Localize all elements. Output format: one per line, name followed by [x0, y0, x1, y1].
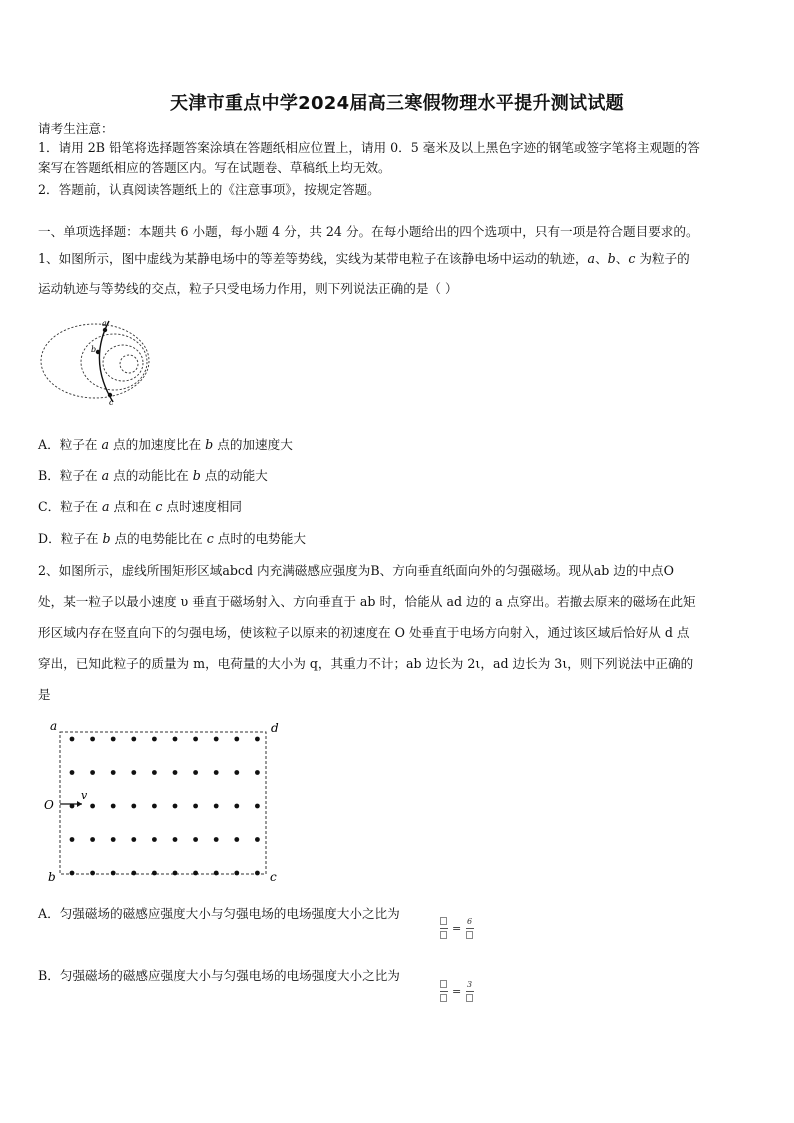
field-dot [70, 871, 75, 876]
fig2-label-v: v [81, 789, 88, 802]
field-dot [90, 871, 95, 876]
field-dot [193, 871, 198, 876]
q2-figure [36, 718, 286, 890]
q1-var-c: c [628, 251, 636, 266]
particle-trajectory [99, 321, 113, 402]
field-dot [152, 804, 157, 809]
section-heading: 一、单项选择题：本题共 6 小题，每小题 4 分，共 24 分。在每小题给出的四个选项中，只有一项是符合题目要求的。 [38, 224, 699, 239]
fig1-label-a: a [102, 319, 107, 328]
q1-stem-end: 为粒子的 [635, 251, 690, 266]
equipotential-line-3 [103, 345, 143, 381]
q2-stem-line-4: 穿出，已知此粒子的质量为 m，电荷量的大小为 q，其重力不计；ab 边长为 2ι，ad 边长为 3ι，则下列说法中正确的 [38, 656, 694, 671]
q1-sep-1: 、 [595, 251, 608, 266]
q2-stem-line-2: 处，某一粒子以最小速度 υ 垂直于磁场射入、方向垂直于 ab 时，恰能从 ad 边的 a 点穿出。若撤去原来的磁场在此矩 [38, 594, 696, 609]
field-dot [111, 804, 116, 809]
field-dot [152, 871, 157, 876]
field-dot [193, 737, 198, 742]
q1-option-c[interactable]: C．粒子在 a 点和在 c 点时速度相同 [38, 499, 242, 514]
field-dot [234, 871, 239, 876]
field-dot [90, 737, 95, 742]
field-dot [131, 737, 136, 742]
field-dot [131, 837, 136, 842]
field-dot [173, 871, 178, 876]
fig2-label-d: d [271, 721, 279, 735]
q1-option-a[interactable]: A．粒子在 a 点的加速度比在 b 点的加速度大 [38, 437, 293, 452]
notice-heading: 请考生注意： [38, 121, 114, 136]
q2-stem-line-5: 是 [38, 687, 51, 702]
field-dot [173, 804, 178, 809]
fig1-label-c: c [109, 398, 114, 406]
fig2-label-b: b [48, 870, 56, 884]
q1-stem-line-1 [38, 251, 690, 267]
field-dot [173, 770, 178, 775]
q1-var-a: a [587, 251, 596, 266]
fig1-label-b: b [91, 345, 97, 354]
field-dot [111, 871, 116, 876]
field-dot [234, 770, 239, 775]
fig2-label-c: c [270, 870, 277, 884]
q1-var-b: b [607, 251, 616, 266]
field-dot [90, 804, 95, 809]
point-a [103, 328, 107, 332]
fig2-label-O: O [44, 798, 54, 812]
field-dot [90, 837, 95, 842]
field-dot [234, 737, 239, 742]
field-dot [193, 770, 198, 775]
q1-option-d[interactable]: D．粒子在 b 点的电势能比在 c 点时的电势能大 [38, 531, 306, 546]
fig2-label-a: a [50, 719, 58, 733]
q1-stem-line-2: 运动轨迹与等势线的交点，粒子只受电场力作用，则下列说法正确的是（ ） [38, 281, 458, 296]
field-dot [70, 837, 75, 842]
equipotential-line-2 [81, 334, 147, 390]
q1-figure [36, 316, 154, 406]
field-region-boundary [60, 732, 266, 874]
equipotential-line-1 [41, 324, 149, 398]
field-dot [214, 871, 219, 876]
point-c [108, 393, 112, 397]
field-dot [255, 871, 260, 876]
q1-stem-text: 1、如图所示，图中虚线为某静电场中的等差等势线，实线为某带电粒子在该静电场中运动的轨迹， [38, 251, 588, 266]
point-b [96, 350, 100, 354]
magnetic-field-dots [70, 737, 260, 876]
field-dot [111, 770, 116, 775]
field-dot [255, 770, 260, 775]
field-dot [152, 837, 157, 842]
notice-line-1b: 案写在答题纸相应的答题区内。写在试题卷、草稿纸上均无效。 [38, 160, 391, 175]
notice-line-1a: 1．请用 2B 铅笔将选择题答案涂填在答题纸相应位置上，请用 0．5 毫米及以上黑色字迹的钢笔或签字笔将主观题的答 [38, 140, 700, 155]
field-dot [234, 804, 239, 809]
q1-option-b[interactable]: B．粒子在 a 点的动能比在 b 点的动能大 [38, 468, 268, 483]
field-dot [111, 837, 116, 842]
q2-option-b-text: B．匀强磁场的磁感应强度大小与匀强电场的电场强度大小之比为 [38, 968, 400, 983]
field-dot [70, 737, 75, 742]
field-dot [214, 737, 219, 742]
page-title: 天津市重点中学2024届高三寒假物理水平提升测试试题 [170, 93, 624, 114]
field-dot [131, 804, 136, 809]
field-dot [173, 737, 178, 742]
notice-line-2: 2．答题前，认真阅读答题纸上的《注意事项》，按规定答题。 [38, 182, 380, 197]
field-dot [193, 804, 198, 809]
q1-sep-2: 、 [615, 251, 629, 266]
field-dot [214, 804, 219, 809]
field-dot [255, 804, 260, 809]
q2-stem-line-1: 2、如图所示，虚线所围矩形区域abcd 内充满磁感应强度为B、方向垂直纸面向外的匀强磁场。现从ab 边的中点O [38, 563, 674, 578]
q2-stem-line-3: 形区域内存在竖直向下的匀强电场，使该粒子以原来的初速度在 O 处垂直于电场方向射入，通过该区域后恰好从 d 点 [38, 625, 690, 640]
field-dot [111, 737, 116, 742]
field-dot [131, 770, 136, 775]
field-dot [255, 837, 260, 842]
field-dot [173, 837, 178, 842]
field-dot [131, 871, 136, 876]
q2-option-a[interactable] [38, 906, 400, 922]
field-dot [90, 770, 95, 775]
q2-option-a-text: A．匀强磁场的磁感应强度大小与匀强电场的电场强度大小之比为 [38, 906, 400, 921]
field-dot [214, 837, 219, 842]
q2-option-b[interactable] [38, 968, 400, 984]
field-dot [214, 770, 219, 775]
field-dot [70, 770, 75, 775]
field-dot [152, 737, 157, 742]
field-dot [234, 837, 239, 842]
field-dot [152, 770, 157, 775]
field-dot [255, 737, 260, 742]
field-dot [193, 837, 198, 842]
equipotential-line-4 [120, 355, 138, 373]
